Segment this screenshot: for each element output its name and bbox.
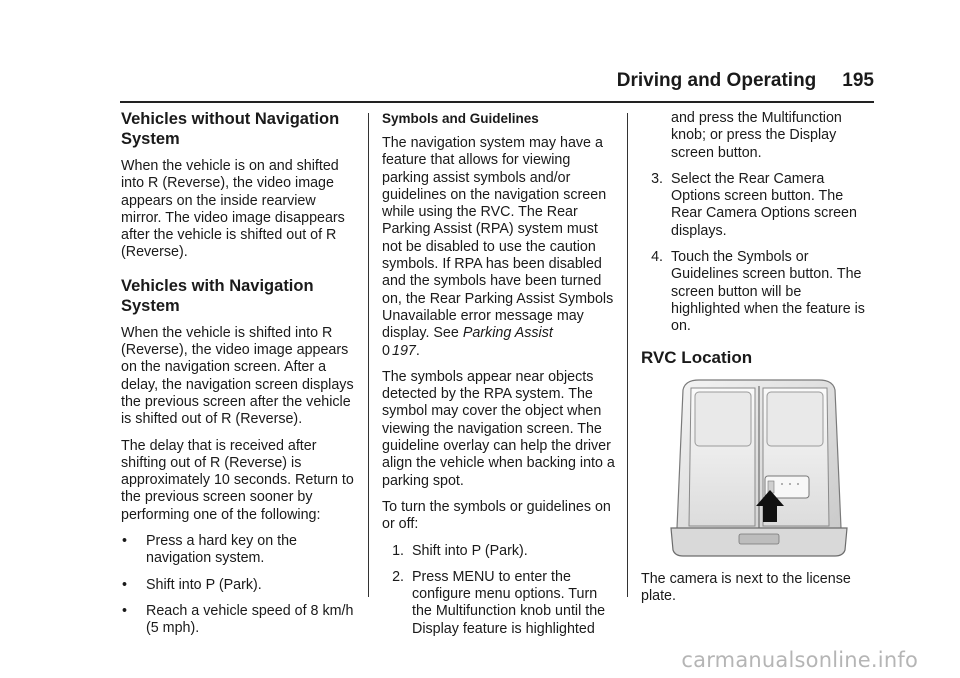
column-divider <box>368 113 369 597</box>
list-item <box>641 249 873 335</box>
paragraph-symbols: The navigation system may have a feature that allows for viewing parking assist symbols and/or guidelines on the navigation screen while using the RVC. The Rear Parking Assist (RPA) system must not be disabled to use the caution symbols. If RPA has been disabled and the symbols have been turned on, the Rear Parking Assist Symbols Unavailable error message may display. See Parking Assist 0 197. <box>382 135 614 359</box>
van-rear-illustration <box>669 378 849 563</box>
list-item <box>641 171 873 240</box>
column-3 <box>641 110 873 614</box>
heading-with-navigation: Vehicles with Navigation System <box>121 276 314 315</box>
step-number: 2. <box>392 568 404 585</box>
heading-symbols-guidelines: Symbols and Guidelines <box>382 111 539 126</box>
column-2 <box>382 110 620 647</box>
step-number: 1. <box>392 542 404 559</box>
step-text: Touch the Symbols or Guidelines screen button. The screen button will be highlighted when the feature is on. <box>671 249 865 335</box>
bullet-text: Press a hard key on the navigation system. <box>146 533 297 567</box>
list-item <box>382 543 620 560</box>
bullet-text: Reach a vehicle speed of 8 km/h (5 mph). <box>146 602 354 637</box>
step-text: Shift into P (Park). <box>412 542 528 559</box>
paragraph-location: The camera is next to the license plate. <box>641 570 851 604</box>
section-title: Driving and Operating <box>616 70 817 91</box>
watermark: carmanualsonline.info <box>681 648 918 672</box>
xref-parking-assist[interactable]: Parking Assist <box>462 325 553 342</box>
step-text: Press MENU to enter the configure menu options. Turn the Multifunction knob until the Display feature is highlighted <box>412 568 606 637</box>
paragraph-symbols-text: The navigation system may have a feature that allows for viewing parking assist symbols and/or guidelines on the navigation screen while using the RVC. The Rear Parking Assist (RPA) system must not be disabled to use the caution symbols. If RPA has been disabled and the symbols have been turned on, the Rear Parking Assist Symbols Unavailable error message may display. See <box>382 135 614 342</box>
step-text: Select the Rear Camera Options screen button. The Rear Camera Options screen displays. <box>671 170 857 239</box>
page-number: 195 <box>842 70 874 91</box>
column-1 <box>121 109 359 647</box>
paragraph-delay: The delay that is received after shifting out of R (Reverse) is approximately 10 seconds. Return to the previous screen sooner by performing one of the following: <box>121 437 354 523</box>
heading-rvc-location: RVC Location <box>641 347 753 367</box>
step-number: 4. <box>651 249 663 266</box>
header-rule <box>120 101 874 103</box>
bullet-mark: • <box>122 533 128 550</box>
list-item <box>382 569 620 638</box>
bullet-text: Shift into P (Park). <box>146 576 262 593</box>
step-number: 3. <box>651 170 663 187</box>
paragraph-without-navigation: When the vehicle is on and shifted into R (Reverse), the video image appears on the inside rearview mirror. The video image disappears after the vehicle is shifted out of R (Reverse). <box>121 158 345 261</box>
paragraph-appear: The symbols appear near objects detected by the RPA system. The symbol may cover the object when viewing the navigation screen. The guideline overlay can help the driver align the vehicle when backing into a parking spot. <box>382 368 615 489</box>
paragraph-turn: To turn the symbols or guidelines on or off: <box>382 498 611 533</box>
bullet-mark: • <box>122 602 128 619</box>
list-item <box>121 533 359 568</box>
page-header <box>0 70 874 92</box>
heading-without-navigation: Vehicles without Navigation System <box>121 110 340 148</box>
xref-arrow-icon: 0 <box>382 342 390 359</box>
bullet-mark: • <box>122 576 128 593</box>
list-item <box>121 603 359 638</box>
list-item <box>121 577 359 594</box>
paragraph-with-navigation: When the vehicle is shifted into R (Reverse), the video image appears on the navigation screen. After a delay, the navigation screen displays the previous screen after the vehicle is shifted out of R (Reverse). <box>121 324 354 428</box>
column-divider <box>627 113 628 597</box>
xref-page[interactable]: 197 <box>392 342 416 359</box>
step-2-continuation: and press the Multifunction knob; or press the Display screen button. <box>671 110 842 161</box>
